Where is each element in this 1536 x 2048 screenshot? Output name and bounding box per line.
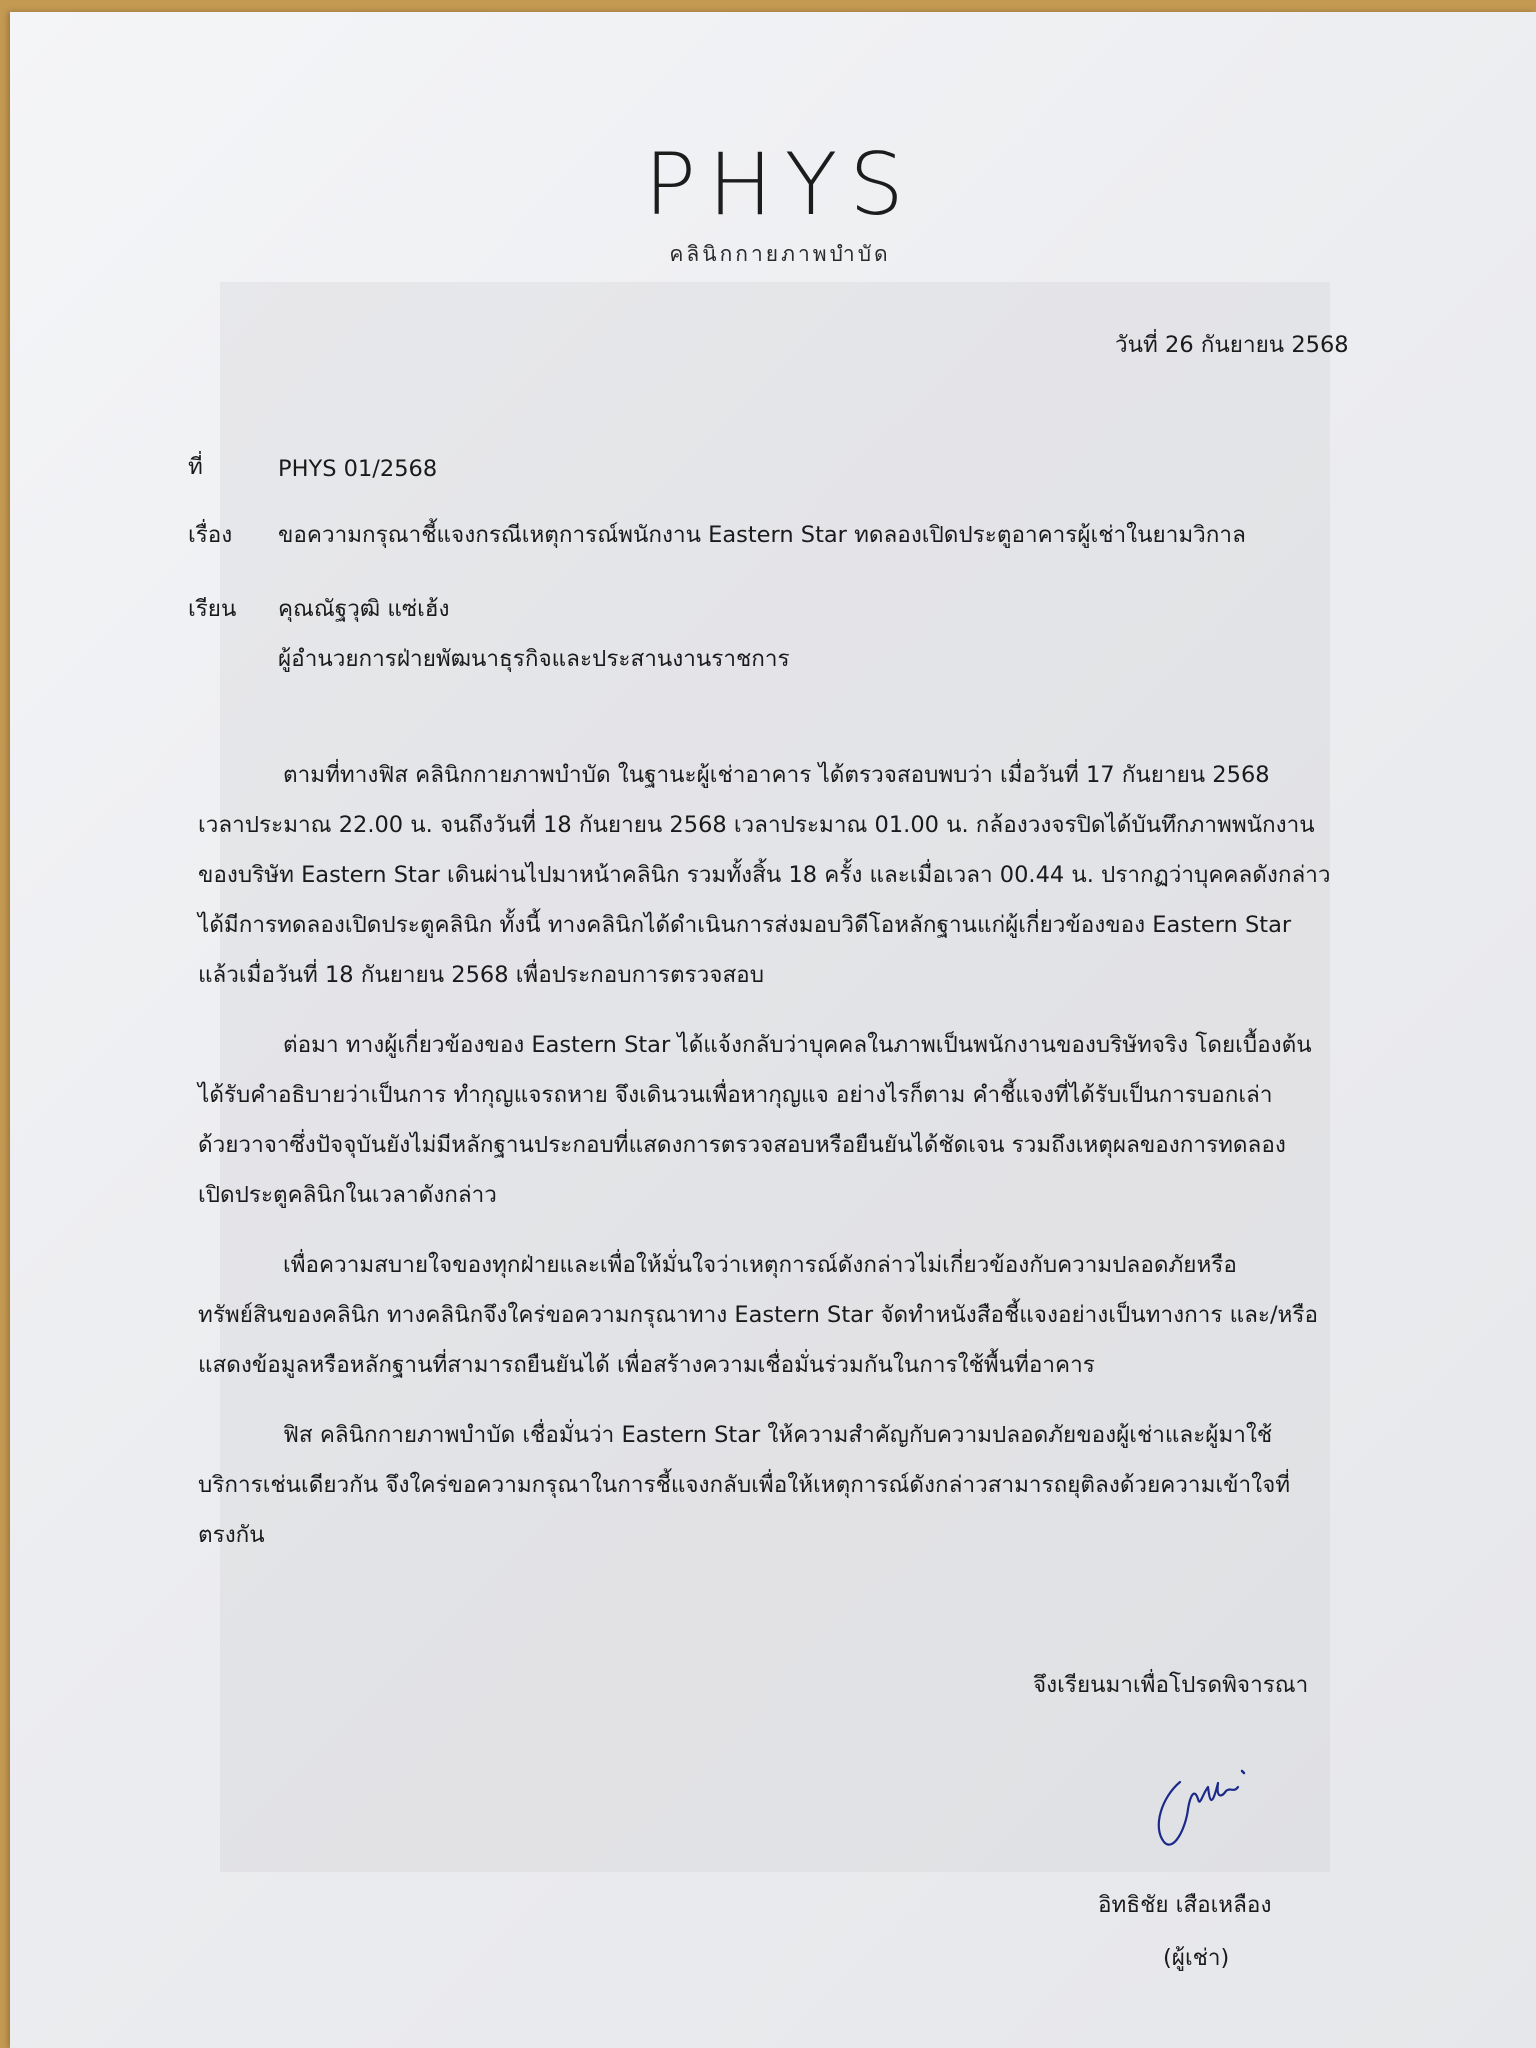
body-line: ตรงกัน bbox=[198, 1522, 265, 1548]
signature-icon bbox=[1150, 1747, 1260, 1857]
body-line: ของบริษัท Eastern Star เดินผ่านไปมาหน้าคลินิก รวมทั้งสิ้น 18 ครั้ง และเมื่อเวลา 00.44 น. ปรากฏว่าบุคคลดังกล่าว bbox=[198, 862, 1331, 888]
letterhead-logo bbox=[550, 135, 1010, 271]
body-line: ทรัพย์สินของคลินิก ทางคลินิกจึงใคร่ขอความกรุณาทาง Eastern Star จัดทำหนังสือชี้แจงอย่างเป็นทางการ และ/หรือ bbox=[198, 1302, 1318, 1328]
letter-date: วันที่ 26 กันยายน 2568 bbox=[1115, 332, 1349, 358]
closing-line: จึงเรียนมาเพื่อโปรดพิจารณา bbox=[1033, 1672, 1309, 1698]
reference-number: PHYS 01/2568 bbox=[278, 456, 438, 482]
body-line: ได้รับคำอธิบายว่าเป็นการ ทำกุญแจรถหาย จึงเดินวนเพื่อหากุญแจ อย่างไรก็ตาม คำชี้แจงที่ได้รับเป็นการบอกเล่า bbox=[198, 1082, 1273, 1108]
body-line: ได้มีการทดลองเปิดประตูคลินิก ทั้งนี้ ทางคลินิกได้ดำเนินการส่งมอบวิดีโอหลักฐานแก่ผู้เกี่ยวข้องของ Eastern Star bbox=[198, 912, 1292, 938]
recipient-position: ผู้อำนวยการฝ่ายพัฒนาธุรกิจและประสานงานราชการ bbox=[278, 646, 790, 672]
brand-subtitle: คลินิกกายภาพบำบัด bbox=[669, 242, 891, 266]
reference-label: ที่ bbox=[188, 454, 203, 480]
body-line: บริการเช่นเดียวกัน จึงใคร่ขอความกรุณาในการชี้แจงกลับเพื่อให้เหตุการณ์ดังกล่าวสามารถยุติลงด้วยความเข้าใจที่ bbox=[198, 1472, 1291, 1498]
body-line: แล้วเมื่อวันที่ 18 กันยายน 2568 เพื่อประกอบการตรวจสอบ bbox=[198, 962, 764, 988]
body-line: ฟิส คลินิกกายภาพบำบัด เชื่อมั่นว่า Eastern Star ให้ความสำคัญกับความปลอดภัยของผู้เช่าและผู้มาใช้ bbox=[283, 1422, 1273, 1448]
body-line: เพื่อความสบายใจของทุกฝ่ายและเพื่อให้มั่นใจว่าเหตุการณ์ดังกล่าวไม่เกี่ยวข้องกับความปลอดภัยหรือ bbox=[283, 1252, 1237, 1278]
recipient-name: คุณณัฐวุฒิ แซ่เฮ้ง bbox=[278, 596, 450, 622]
body-line: แสดงข้อมูลหรือหลักฐานที่สามารถยืนยันได้ เพื่อสร้างความเชื่อมั่นร่วมกันในการใช้พื้นที่อาคาร bbox=[198, 1352, 1095, 1378]
body-line: เวลาประมาณ 22.00 น. จนถึงวันที่ 18 กันยายน 2568 เวลาประมาณ 01.00 น. กล้องวงจรปิดได้บันทึกภาพพนักงาน bbox=[198, 812, 1315, 838]
body-line: ด้วยวาจาซึ่งปัจจุบันยังไม่มีหลักฐานประกอบที่แสดงการตรวจสอบหรือยืนยันได้ชัดเจน รวมถึงเหตุผลของการทดลอง bbox=[198, 1132, 1286, 1158]
signatory-name: อิทธิชัย เสือเหลือง bbox=[1098, 1892, 1272, 1918]
subject-text: ขอความกรุณาชี้แจงกรณีเหตุการณ์พนักงาน Eastern Star ทดลองเปิดประตูอาคารผู้เช่าในยามวิกาล bbox=[278, 522, 1246, 548]
recipient-label: เรียน bbox=[188, 596, 237, 622]
subject-label: เรื่อง bbox=[188, 522, 233, 548]
body-line: ต่อมา ทางผู้เกี่ยวข้องของ Eastern Star ได้แจ้งกลับว่าบุคคลในภาพเป็นพนักงานของบริษัทจริง โดยเบื้องต้น bbox=[283, 1032, 1312, 1058]
signatory-role: (ผู้เช่า) bbox=[1163, 1945, 1230, 1971]
brand-wordmark: PHYS bbox=[644, 135, 916, 235]
paper-shadow bbox=[220, 282, 1330, 1872]
body-line: ตามที่ทางฟิส คลินิกกายภาพบำบัด ในฐานะผู้เช่าอาคาร ได้ตรวจสอบพบว่า เมื่อวันที่ 17 กันยายน 2568 bbox=[283, 762, 1270, 788]
body-line: เปิดประตูคลินิกในเวลาดังกล่าว bbox=[198, 1182, 497, 1208]
letter-page bbox=[10, 12, 1536, 2048]
